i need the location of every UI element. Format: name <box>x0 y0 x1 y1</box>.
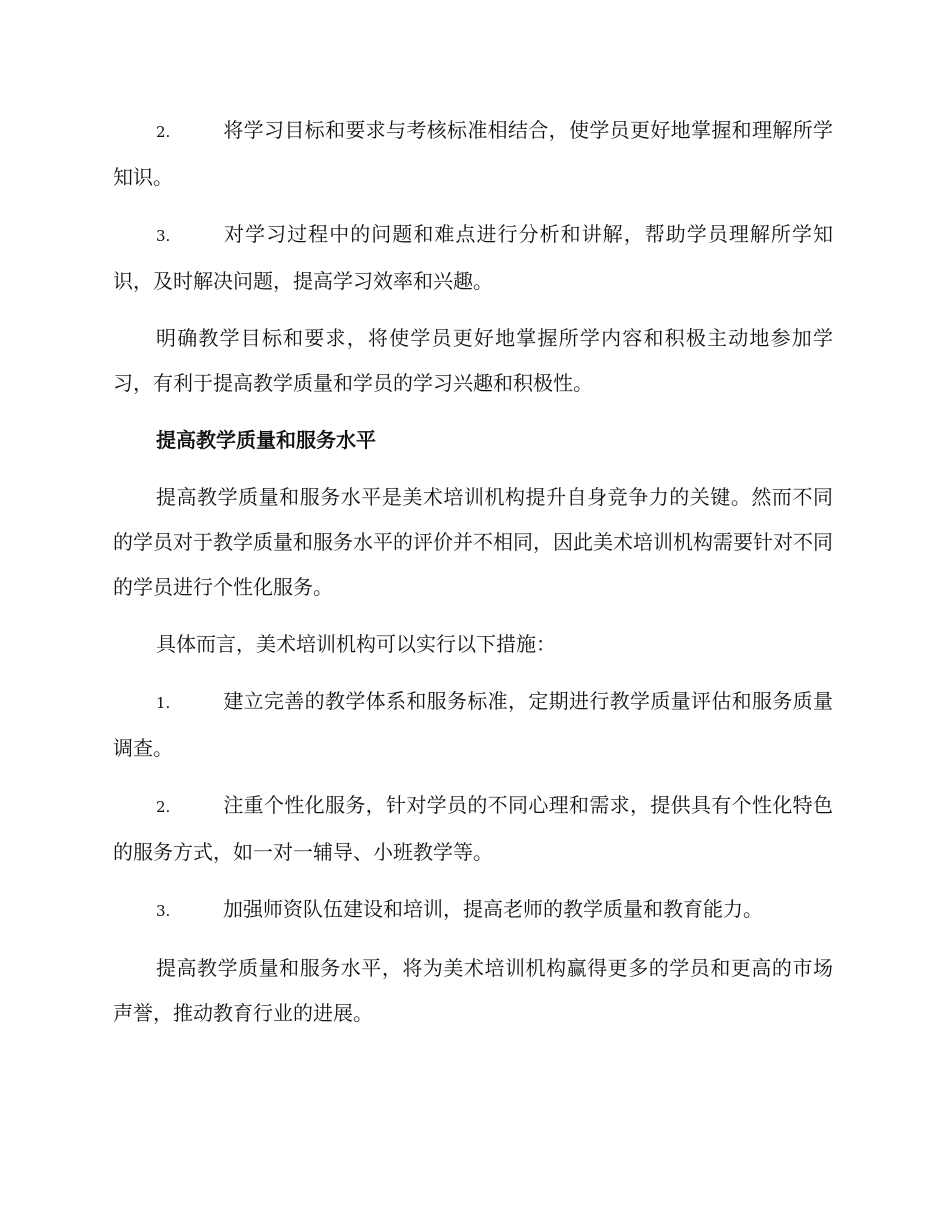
document-body <box>113 108 833 1048</box>
list-item <box>113 679 833 771</box>
list-text: 注重个性化服务，针对学员的不同心理和需求，提供具有个性化特色的服务方式，如一对一辅导、小班教学等。 <box>113 793 833 864</box>
list-item <box>113 887 833 934</box>
list-number: 3. <box>156 227 171 245</box>
paragraph: 提高教学质量和服务水平是美术培训机构提升自身竞争力的关键。然而不同的学员对于教学质量和服务水平的评价并不相同，因此美术培训机构需要针对不同的学员进行个性化服务。 <box>113 485 833 599</box>
list-text: 加强师资队伍建设和培训，提高老师的教学质量和教育能力。 <box>223 897 763 921</box>
list-number: 1. <box>156 694 171 712</box>
list-number: 2. <box>156 798 171 816</box>
paragraph: 明确教学目标和要求，将使学员更好地掌握所学内容和积极主动地参加学习，有利于提高教学质量和学员的学习兴趣和积极性。 <box>113 326 833 395</box>
paragraph: 具体而言，美术培训机构可以实行以下措施： <box>156 632 556 656</box>
list-number: 3. <box>156 902 171 920</box>
list-item <box>113 212 833 304</box>
list-text: 建立完善的教学体系和服务标准，定期进行教学质量评估和服务质量调查。 <box>113 689 833 760</box>
list-item <box>113 108 833 200</box>
list-text: 对学习过程中的问题和难点进行分析和讲解，帮助学员理解所学知识，及时解决问题，提高学习效率和兴趣。 <box>113 222 833 293</box>
section-heading: 提高教学质量和服务水平 <box>156 428 376 452</box>
paragraph: 提高教学质量和服务水平，将为美术培训机构赢得更多的学员和更高的市场声誉，推动教育行业的进展。 <box>113 956 833 1025</box>
list-number: 2. <box>156 123 171 141</box>
list-text: 将学习目标和要求与考核标准相结合，使学员更好地掌握和理解所学知识。 <box>113 118 833 189</box>
list-item <box>113 783 833 875</box>
